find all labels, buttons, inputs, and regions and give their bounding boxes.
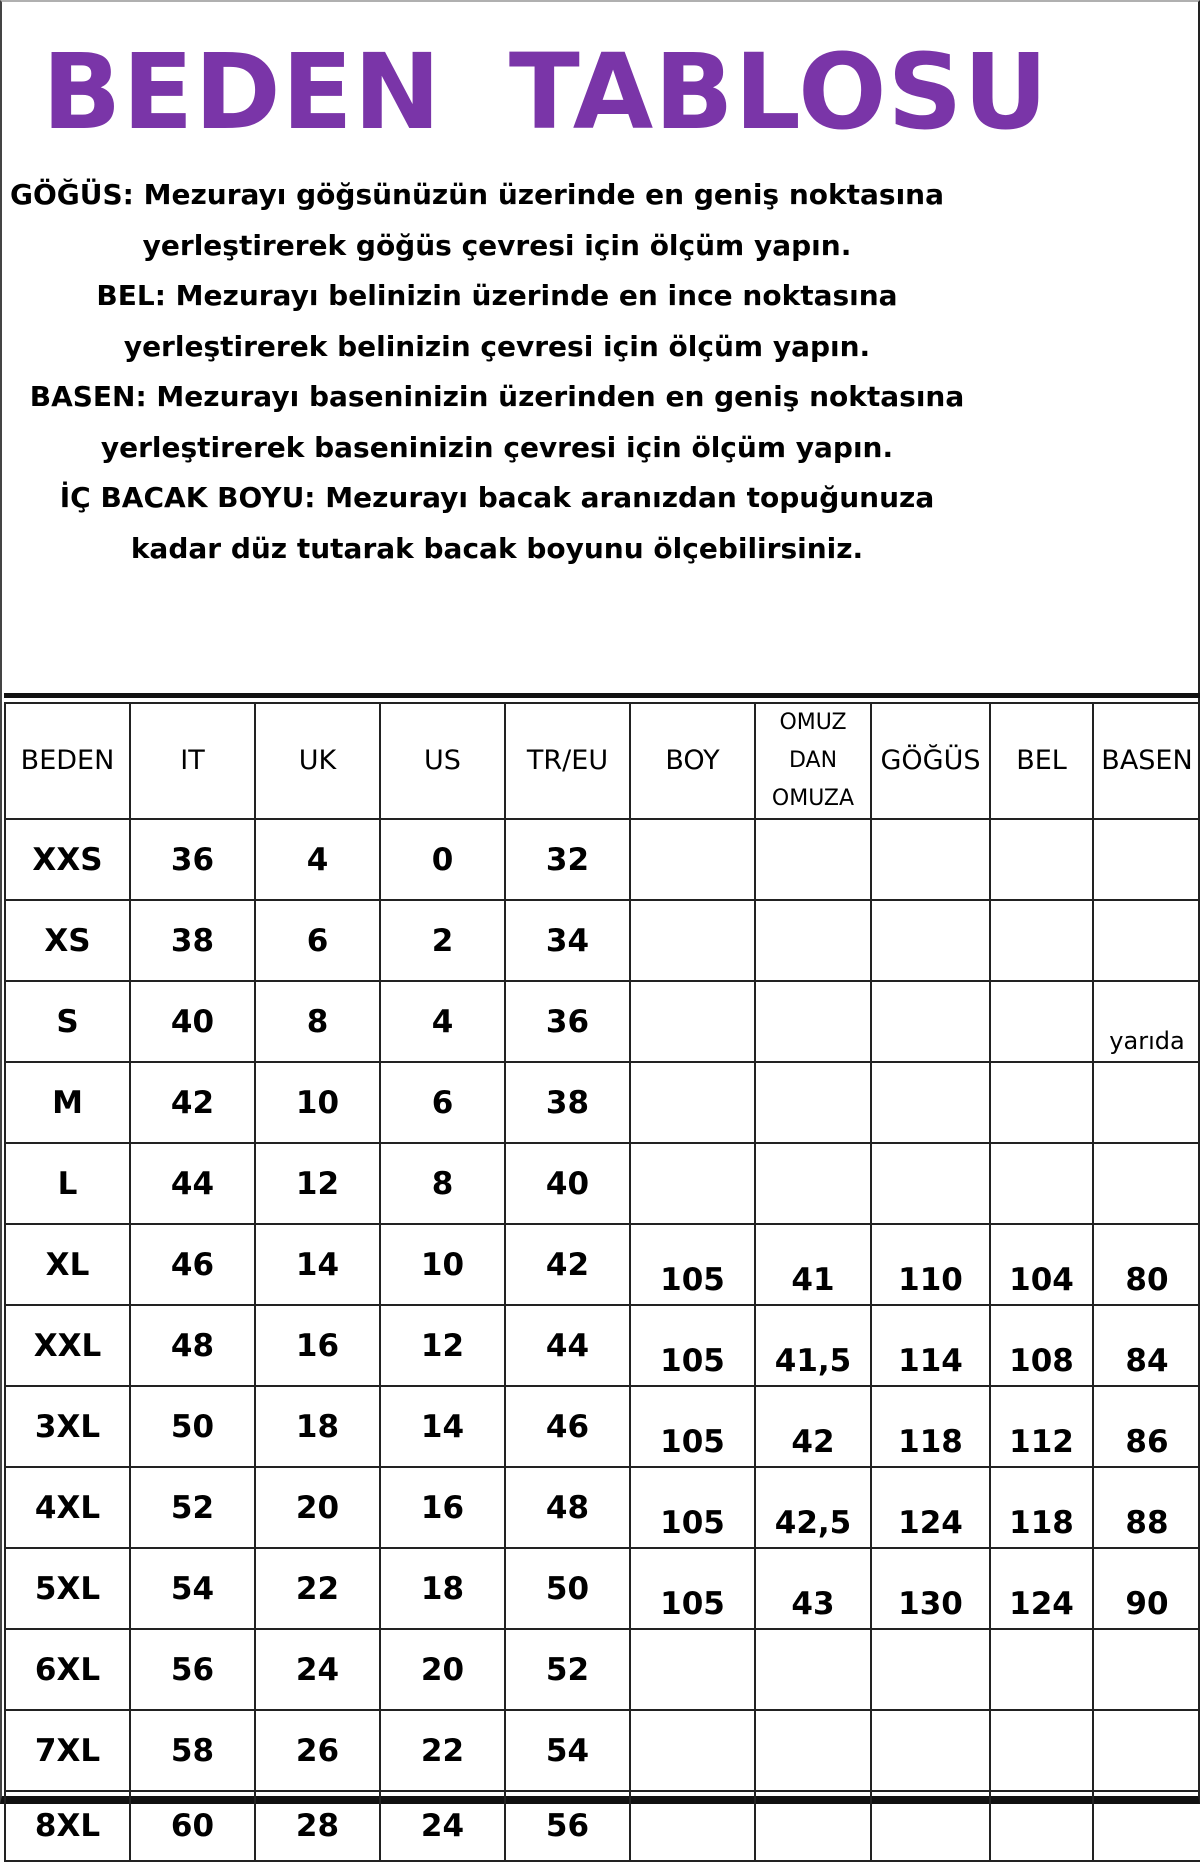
shoulder-cell — [755, 1143, 871, 1224]
page-title: BEDEN TABLOSU — [42, 31, 1049, 153]
us-cell: 14 — [380, 1386, 505, 1467]
column-header-beden: BEDEN — [5, 703, 130, 819]
hip-cell: 86 — [1093, 1386, 1200, 1467]
uk-cell: 28 — [255, 1791, 380, 1861]
us-cell: 18 — [380, 1548, 505, 1629]
instruction-line: yerleştirerek belinizin çevresi için ölçüm yapın. — [123, 329, 871, 363]
us-cell: 4 — [380, 981, 505, 1062]
instruction-line: yerleştirerek göğüs çevresi için ölçüm yapın. — [142, 228, 852, 262]
column-header-us: US — [380, 703, 505, 819]
it-cell: 46 — [130, 1224, 255, 1305]
size-cell: XXL — [5, 1305, 130, 1386]
waist-cell — [990, 981, 1093, 1062]
boy-cell: 105 — [630, 1386, 755, 1467]
it-cell: 54 — [130, 1548, 255, 1629]
it-cell: 42 — [130, 1062, 255, 1143]
table-row — [5, 1305, 1200, 1386]
size-cell: 3XL — [5, 1386, 130, 1467]
shoulder-cell — [755, 1710, 871, 1791]
uk-cell: 22 — [255, 1548, 380, 1629]
column-header-basen: BASEN — [1093, 703, 1200, 819]
it-cell: 50 — [130, 1386, 255, 1467]
us-cell: 0 — [380, 819, 505, 900]
size-cell: 8XL — [5, 1791, 130, 1861]
chest-cell: 118 — [871, 1386, 990, 1467]
boy-cell — [630, 819, 755, 900]
boy-cell: 105 — [630, 1467, 755, 1548]
it-cell: 60 — [130, 1791, 255, 1861]
instruction-line: BASEN: Mezurayı baseninizin üzerinden en geniş noktasına — [29, 380, 965, 413]
boy-cell — [630, 1629, 755, 1710]
chest-cell: 110 — [871, 1224, 990, 1305]
it-cell: 58 — [130, 1710, 255, 1791]
waist-cell: 112 — [990, 1386, 1093, 1467]
size-cell: 5XL — [5, 1548, 130, 1629]
instruction-line: İÇ BACAK BOYU: Mezurayı bacak aranızdan topuğunuza — [59, 481, 935, 514]
uk-cell: 6 — [255, 900, 380, 981]
tr-eu-cell: 34 — [505, 900, 630, 981]
us-cell: 16 — [380, 1467, 505, 1548]
instruction-line: yerleştirerek baseninizin çevresi için ölçüm yapın. — [100, 430, 894, 464]
hip-cell — [1093, 1791, 1200, 1861]
size-table — [4, 702, 1200, 1862]
hip-cell: 90 — [1093, 1548, 1200, 1629]
uk-cell: 24 — [255, 1629, 380, 1710]
column-header-uk: UK — [255, 703, 380, 819]
shoulder-cell: 42 — [755, 1386, 871, 1467]
column-header-gogus: GÖĞÜS — [871, 703, 990, 819]
size-cell: XXS — [5, 819, 130, 900]
shoulder-cell: 43 — [755, 1548, 871, 1629]
instruction-line: kadar düz tutarak bacak boyunu ölçebilirsiniz. — [130, 531, 864, 565]
us-cell: 24 — [380, 1791, 505, 1861]
chest-cell: 130 — [871, 1548, 990, 1629]
shoulder-cell — [755, 981, 871, 1062]
us-cell: 6 — [380, 1062, 505, 1143]
uk-cell: 10 — [255, 1062, 380, 1143]
us-cell: 8 — [380, 1143, 505, 1224]
hip-cell — [1093, 1143, 1200, 1224]
it-cell: 44 — [130, 1143, 255, 1224]
tr-eu-cell: 46 — [505, 1386, 630, 1467]
column-header-tr-eu: TR/EU — [505, 703, 630, 819]
hip-cell: 84 — [1093, 1305, 1200, 1386]
uk-cell: 12 — [255, 1143, 380, 1224]
shoulder-cell: 41 — [755, 1224, 871, 1305]
us-cell: 12 — [380, 1305, 505, 1386]
boy-cell — [630, 1791, 755, 1861]
size-cell: XS — [5, 900, 130, 981]
tr-eu-cell: 38 — [505, 1062, 630, 1143]
chest-cell — [871, 1062, 990, 1143]
table-row — [5, 819, 1200, 900]
tr-eu-cell: 40 — [505, 1143, 630, 1224]
chest-cell — [871, 981, 990, 1062]
table-row — [5, 1224, 1200, 1305]
size-cell: M — [5, 1062, 130, 1143]
boy-cell — [630, 1143, 755, 1224]
size-cell: 6XL — [5, 1629, 130, 1710]
tr-eu-cell: 52 — [505, 1629, 630, 1710]
tr-eu-cell: 50 — [505, 1548, 630, 1629]
it-cell: 56 — [130, 1629, 255, 1710]
waist-cell: 124 — [990, 1548, 1093, 1629]
waist-cell — [990, 819, 1093, 900]
shoulder-cell — [755, 1062, 871, 1143]
tr-eu-cell: 48 — [505, 1467, 630, 1548]
column-header-it: IT — [130, 703, 255, 819]
chest-cell — [871, 1710, 990, 1791]
chest-cell — [871, 1143, 990, 1224]
instruction-line: BEL: Mezurayı belinizin üzerinde en ince noktasına — [96, 279, 898, 312]
chest-cell — [871, 1629, 990, 1710]
boy-cell: 105 — [630, 1224, 755, 1305]
column-header-boy: BOY — [630, 703, 755, 819]
shoulder-cell: 41,5 — [755, 1305, 871, 1386]
size-table-body — [5, 819, 1200, 1861]
table-row — [5, 1548, 1200, 1629]
size-cell: L — [5, 1143, 130, 1224]
waist-cell — [990, 1791, 1093, 1861]
uk-cell: 18 — [255, 1386, 380, 1467]
waist-cell: 104 — [990, 1224, 1093, 1305]
uk-cell: 26 — [255, 1710, 380, 1791]
column-header-omuz-dan-omuza: OMUZ DAN OMUZA — [755, 703, 871, 819]
hip-cell: 88 — [1093, 1467, 1200, 1548]
table-row — [5, 1467, 1200, 1548]
it-cell: 36 — [130, 819, 255, 900]
shoulder-cell — [755, 900, 871, 981]
it-cell: 40 — [130, 981, 255, 1062]
hip-cell — [1093, 900, 1200, 981]
shoulder-cell — [755, 1791, 871, 1861]
boy-cell: 105 — [630, 1305, 755, 1386]
us-cell: 2 — [380, 900, 505, 981]
table-row — [5, 1062, 1200, 1143]
instruction-line: GÖĞÜS: Mezurayı göğsünüzün üzerinde en geniş noktasına — [10, 178, 944, 211]
chest-cell — [871, 819, 990, 900]
boy-cell — [630, 1710, 755, 1791]
tr-eu-cell: 56 — [505, 1791, 630, 1861]
boy-cell — [630, 1062, 755, 1143]
table-header-row — [5, 703, 1200, 819]
it-cell: 38 — [130, 900, 255, 981]
hip-cell — [1093, 1062, 1200, 1143]
boy-cell — [630, 981, 755, 1062]
section-divider — [4, 693, 1200, 698]
waist-cell: 108 — [990, 1305, 1093, 1386]
waist-cell: 118 — [990, 1467, 1093, 1548]
measurement-instructions — [2, 170, 992, 574]
chest-cell — [871, 1791, 990, 1861]
waist-cell — [990, 1710, 1093, 1791]
hip-cell — [1093, 819, 1200, 900]
tr-eu-cell: 42 — [505, 1224, 630, 1305]
table-row — [5, 1629, 1200, 1710]
hip-cell: 80 — [1093, 1224, 1200, 1305]
it-cell: 48 — [130, 1305, 255, 1386]
chest-cell: 114 — [871, 1305, 990, 1386]
column-header-bel: BEL — [990, 703, 1093, 819]
waist-cell — [990, 900, 1093, 981]
tr-eu-cell: 44 — [505, 1305, 630, 1386]
hip-cell — [1093, 1629, 1200, 1710]
uk-cell: 4 — [255, 819, 380, 900]
table-row — [5, 1386, 1200, 1467]
tr-eu-cell: 32 — [505, 819, 630, 900]
size-cell: 4XL — [5, 1467, 130, 1548]
tr-eu-cell: 36 — [505, 981, 630, 1062]
us-cell: 10 — [380, 1224, 505, 1305]
tr-eu-cell: 54 — [505, 1710, 630, 1791]
size-cell: 7XL — [5, 1710, 130, 1791]
size-cell: S — [5, 981, 130, 1062]
it-cell: 52 — [130, 1467, 255, 1548]
uk-cell: 20 — [255, 1467, 380, 1548]
uk-cell: 16 — [255, 1305, 380, 1386]
waist-cell — [990, 1062, 1093, 1143]
waist-cell — [990, 1629, 1093, 1710]
table-row — [5, 1143, 1200, 1224]
size-cell: XL — [5, 1224, 130, 1305]
uk-cell: 14 — [255, 1224, 380, 1305]
boy-cell — [630, 900, 755, 981]
chest-cell — [871, 900, 990, 981]
hip-cell: yarıda — [1093, 981, 1200, 1062]
uk-cell: 8 — [255, 981, 380, 1062]
table-row — [5, 1791, 1200, 1861]
waist-cell — [990, 1143, 1093, 1224]
chest-cell: 124 — [871, 1467, 990, 1548]
shoulder-cell: 42,5 — [755, 1467, 871, 1548]
shoulder-cell — [755, 1629, 871, 1710]
hip-cell — [1093, 1710, 1200, 1791]
boy-cell: 105 — [630, 1548, 755, 1629]
shoulder-cell — [755, 819, 871, 900]
table-row — [5, 900, 1200, 981]
us-cell: 20 — [380, 1629, 505, 1710]
us-cell: 22 — [380, 1710, 505, 1791]
table-row — [5, 1710, 1200, 1791]
table-row — [5, 981, 1200, 1062]
